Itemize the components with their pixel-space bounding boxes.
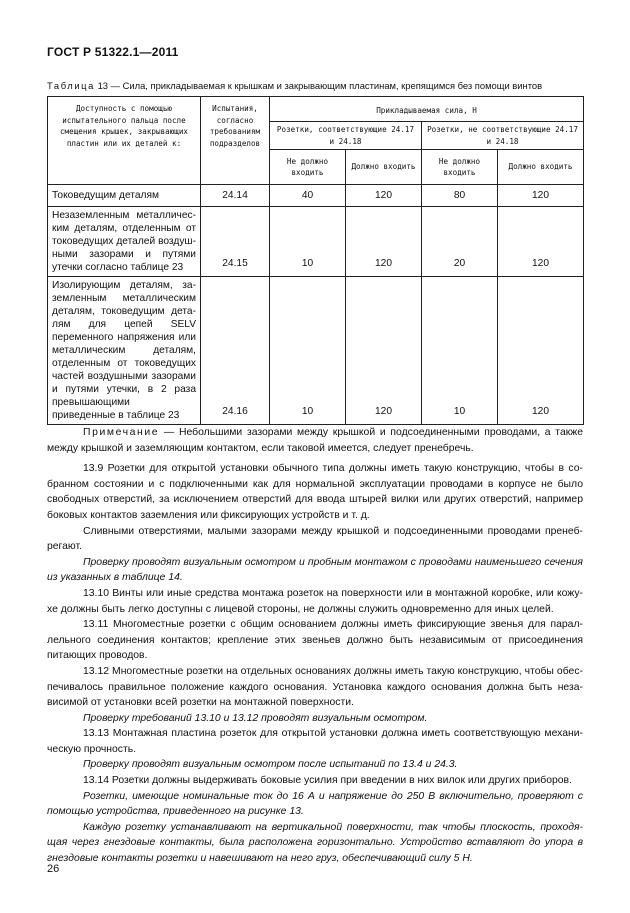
paragraph: Сливными отверстиями, малыми зазорами между крышкой и подсоединенными проводами пренебрегают. xyxy=(47,525,583,553)
table-caption-label: Таблица xyxy=(47,80,95,91)
paragraph-13-11: 13.11 Многоместные розетки с общим основанием должны иметь фиксирующие звенья для параллельного соединения контактов; крепление этих звеньев должно быть независимым от присоединения питающих проводов. xyxy=(47,619,583,662)
header-accessibility: Доступность с помощью испытательного пальца после смещения крышек, закрывающих пластин или их деталей к: xyxy=(48,97,201,185)
header-applied-force: Прикладываемая сила, Н xyxy=(270,97,584,122)
table-row xyxy=(48,207,584,277)
row-g2-not: 80 xyxy=(422,185,498,207)
page-number: 26 xyxy=(47,863,60,875)
row-test: 24.15 xyxy=(201,207,270,277)
body-text xyxy=(47,425,583,867)
row-g2-not: 10 xyxy=(422,277,498,425)
note-label: Примечание xyxy=(83,427,160,438)
table-caption xyxy=(47,80,587,91)
row-g1-not: 10 xyxy=(270,277,346,425)
row-label: Токоведущим деталям xyxy=(48,185,201,207)
row-g2-not: 20 xyxy=(422,207,498,277)
row-g1-must: 120 xyxy=(346,277,422,425)
row-g2-must: 120 xyxy=(498,207,584,277)
header-g2-not-enter: Не должно входить xyxy=(422,150,498,185)
table-row xyxy=(48,185,584,207)
row-test: 24.14 xyxy=(201,185,270,207)
table-caption-number: 13 xyxy=(97,80,109,91)
row-label: Незаземленным металлическим деталям, отделенным от токоведущих деталей воздушными зазорами и путями утечки согласно таблице 23 xyxy=(48,207,201,277)
header-group-conforming: Розетки, соответствующие 24.17 и 24.18 xyxy=(270,122,422,150)
row-g2-must: 120 xyxy=(498,185,584,207)
paragraph-check: Розетки, имеющие номинальные ток до 16 А и напряжение до 250 В включительно, проверяют с помощью устройства, приведенного на рисунке 13. xyxy=(47,790,583,818)
paragraph-13-12: 13.12 Многоместные розетки на отдельных основаниях должны иметь такую конструкцию, чтобы обеспечивалось правильное положение каждого основания. Установка каждого основания должна быть независимой от установки всей розетки на монтажной поверхности. xyxy=(47,665,583,709)
document-header: ГОСТ Р 51322.1—2011 xyxy=(47,45,179,59)
paragraph-13-13: 13.13 Монтажная пластина розеток для открытой установки должна иметь соответствующую механическую прочность. xyxy=(47,728,583,755)
header-g2-must-enter: Должно входить xyxy=(498,150,584,185)
table-caption-text: — Сила, прикладываемая к крышкам и закрывающим пластинам, крепящимся без помощи винтов xyxy=(110,80,543,91)
row-g2-must: 120 xyxy=(498,277,584,425)
paragraph-13-9: 13.9 Розетки для открытой установки обычного типа должны иметь такую конструкцию, чтобы в собранном состоянии и с подключенными как для нормальной эксплуатации проводами в корпусе не было свободных отверстий, за исключением отверстий для ввода штырей вилки или других отверстий, например боковых контактов заземления или фиксирующих устройств и т. д. xyxy=(47,463,583,521)
table-row xyxy=(48,277,584,425)
paragraph-13-10: 13.10 Винты или иные средства монтажа розеток на поверхности или в монтажной коробке, или кожухе должны быть легко доступны с лицевой стороны, не должны служить одновременно для иных целей. xyxy=(47,587,583,615)
table-note xyxy=(47,425,583,456)
paragraph-procedure: Каждую розетку устанавливают на вертикальной поверхности, так чтобы плоскость, проходящая через гнездовые контакты, была расположена горизонтально. Устройство вставляют до упора в гнездовые контакты розетки и навешивают на него груз, обеспечивающий силу 5 Н. xyxy=(47,821,583,865)
force-table xyxy=(47,96,584,425)
table-header-row-1 xyxy=(48,97,584,122)
row-g1-not: 10 xyxy=(270,207,346,277)
row-g1-not: 40 xyxy=(270,185,346,207)
paragraph-check: Проверку проводят визуальным осмотром после испытаний по 13.4 и 24.3. xyxy=(83,759,458,771)
paragraph-check: Проверку требований 13.10 и 13.12 проводят визуальным осмотром. xyxy=(83,712,428,724)
header-g1-not-enter: Не должно входить xyxy=(270,150,346,185)
header-tests: Испытания, согласно требованиям подразделов xyxy=(201,97,270,185)
paragraph-13-14: 13.14 Розетки должны выдерживать боковые усилия при введении в них вилок или других приборов. xyxy=(83,775,572,787)
note-text: — Небольшими зазорами между крышкой и подсоединенными проводами, а также между крышкой и заземляющим контактом, если таковой имеется, следует пренебречь. xyxy=(47,427,584,454)
row-test: 24.16 xyxy=(201,277,270,425)
paragraph-check: Проверку проводят визуальным осмотром и пробным монтажом с проводами наименьшего сечения из указанных в таблице 14. xyxy=(47,556,583,584)
row-g1-must: 120 xyxy=(346,185,422,207)
row-label: Изолирующим деталям, заземленным металлическим деталям, токоведущим деталям для цепей SELV переменного напряжения или металлическим деталям, отделенным от токоведущих частей воздушными зазорами и путями утечки, в 2 раза превышающими приведенные в таблице 23 xyxy=(48,277,201,425)
header-g1-must-enter: Должно входить xyxy=(346,150,422,185)
row-g1-must: 120 xyxy=(346,207,422,277)
header-group-nonconforming: Розетки, не соответствующие 24.17 и 24.18 xyxy=(422,122,584,150)
